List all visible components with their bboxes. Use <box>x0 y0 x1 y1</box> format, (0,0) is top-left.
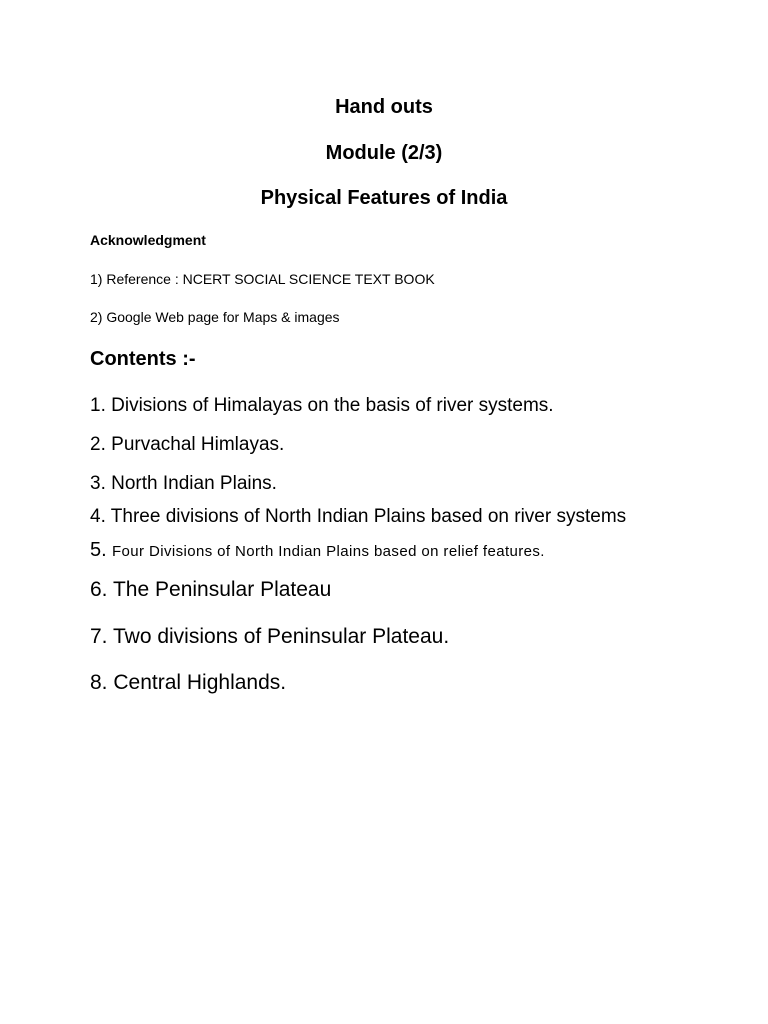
module-title: Module (2/3) <box>325 142 443 164</box>
contents-item-5 <box>90 538 545 564</box>
item-text: Divisions of Himalayas on the basis of river systems. <box>111 395 554 416</box>
subject-title: Physical Features of India <box>260 187 508 209</box>
item-number: 3. <box>90 473 106 494</box>
contents-item-1 <box>90 394 554 418</box>
item-number: 8. <box>90 671 108 694</box>
item-number: 4. <box>90 506 106 527</box>
contents-item-4 <box>90 505 626 529</box>
contents-item-3 <box>90 472 277 496</box>
item-text: Two divisions of Peninsular Plateau. <box>112 625 450 648</box>
item-number: 1. <box>90 395 106 416</box>
item-text: The Peninsular Plateau <box>112 578 332 601</box>
item-number: 6. <box>90 578 108 601</box>
acknowledgment-heading: Acknowledgment <box>90 232 206 248</box>
reference-1: 1) Reference : NCERT SOCIAL SCIENCE TEXT BOOK <box>90 271 435 287</box>
handout-title: Hand outs <box>335 96 433 118</box>
contents-item-7 <box>90 625 449 649</box>
item-text: Central Highlands. <box>113 671 287 694</box>
contents-item-8 <box>90 671 286 695</box>
reference-2: 2) Google Web page for Maps & images <box>90 309 340 325</box>
item-text: North Indian Plains. <box>111 473 277 494</box>
contents-item-2 <box>90 433 284 457</box>
item-number: 2. <box>90 434 106 455</box>
item-text: Purvachal Himlayas. <box>111 434 285 455</box>
contents-item-6 <box>90 578 331 602</box>
item-number: 5. <box>90 539 107 561</box>
item-number: 7. <box>90 625 108 648</box>
item-text: Four Divisions of North Indian Plains based on relief features. <box>111 543 545 560</box>
item-text: Three divisions of North Indian Plains based on river systems <box>110 506 627 527</box>
contents-heading: Contents :- <box>90 348 196 370</box>
